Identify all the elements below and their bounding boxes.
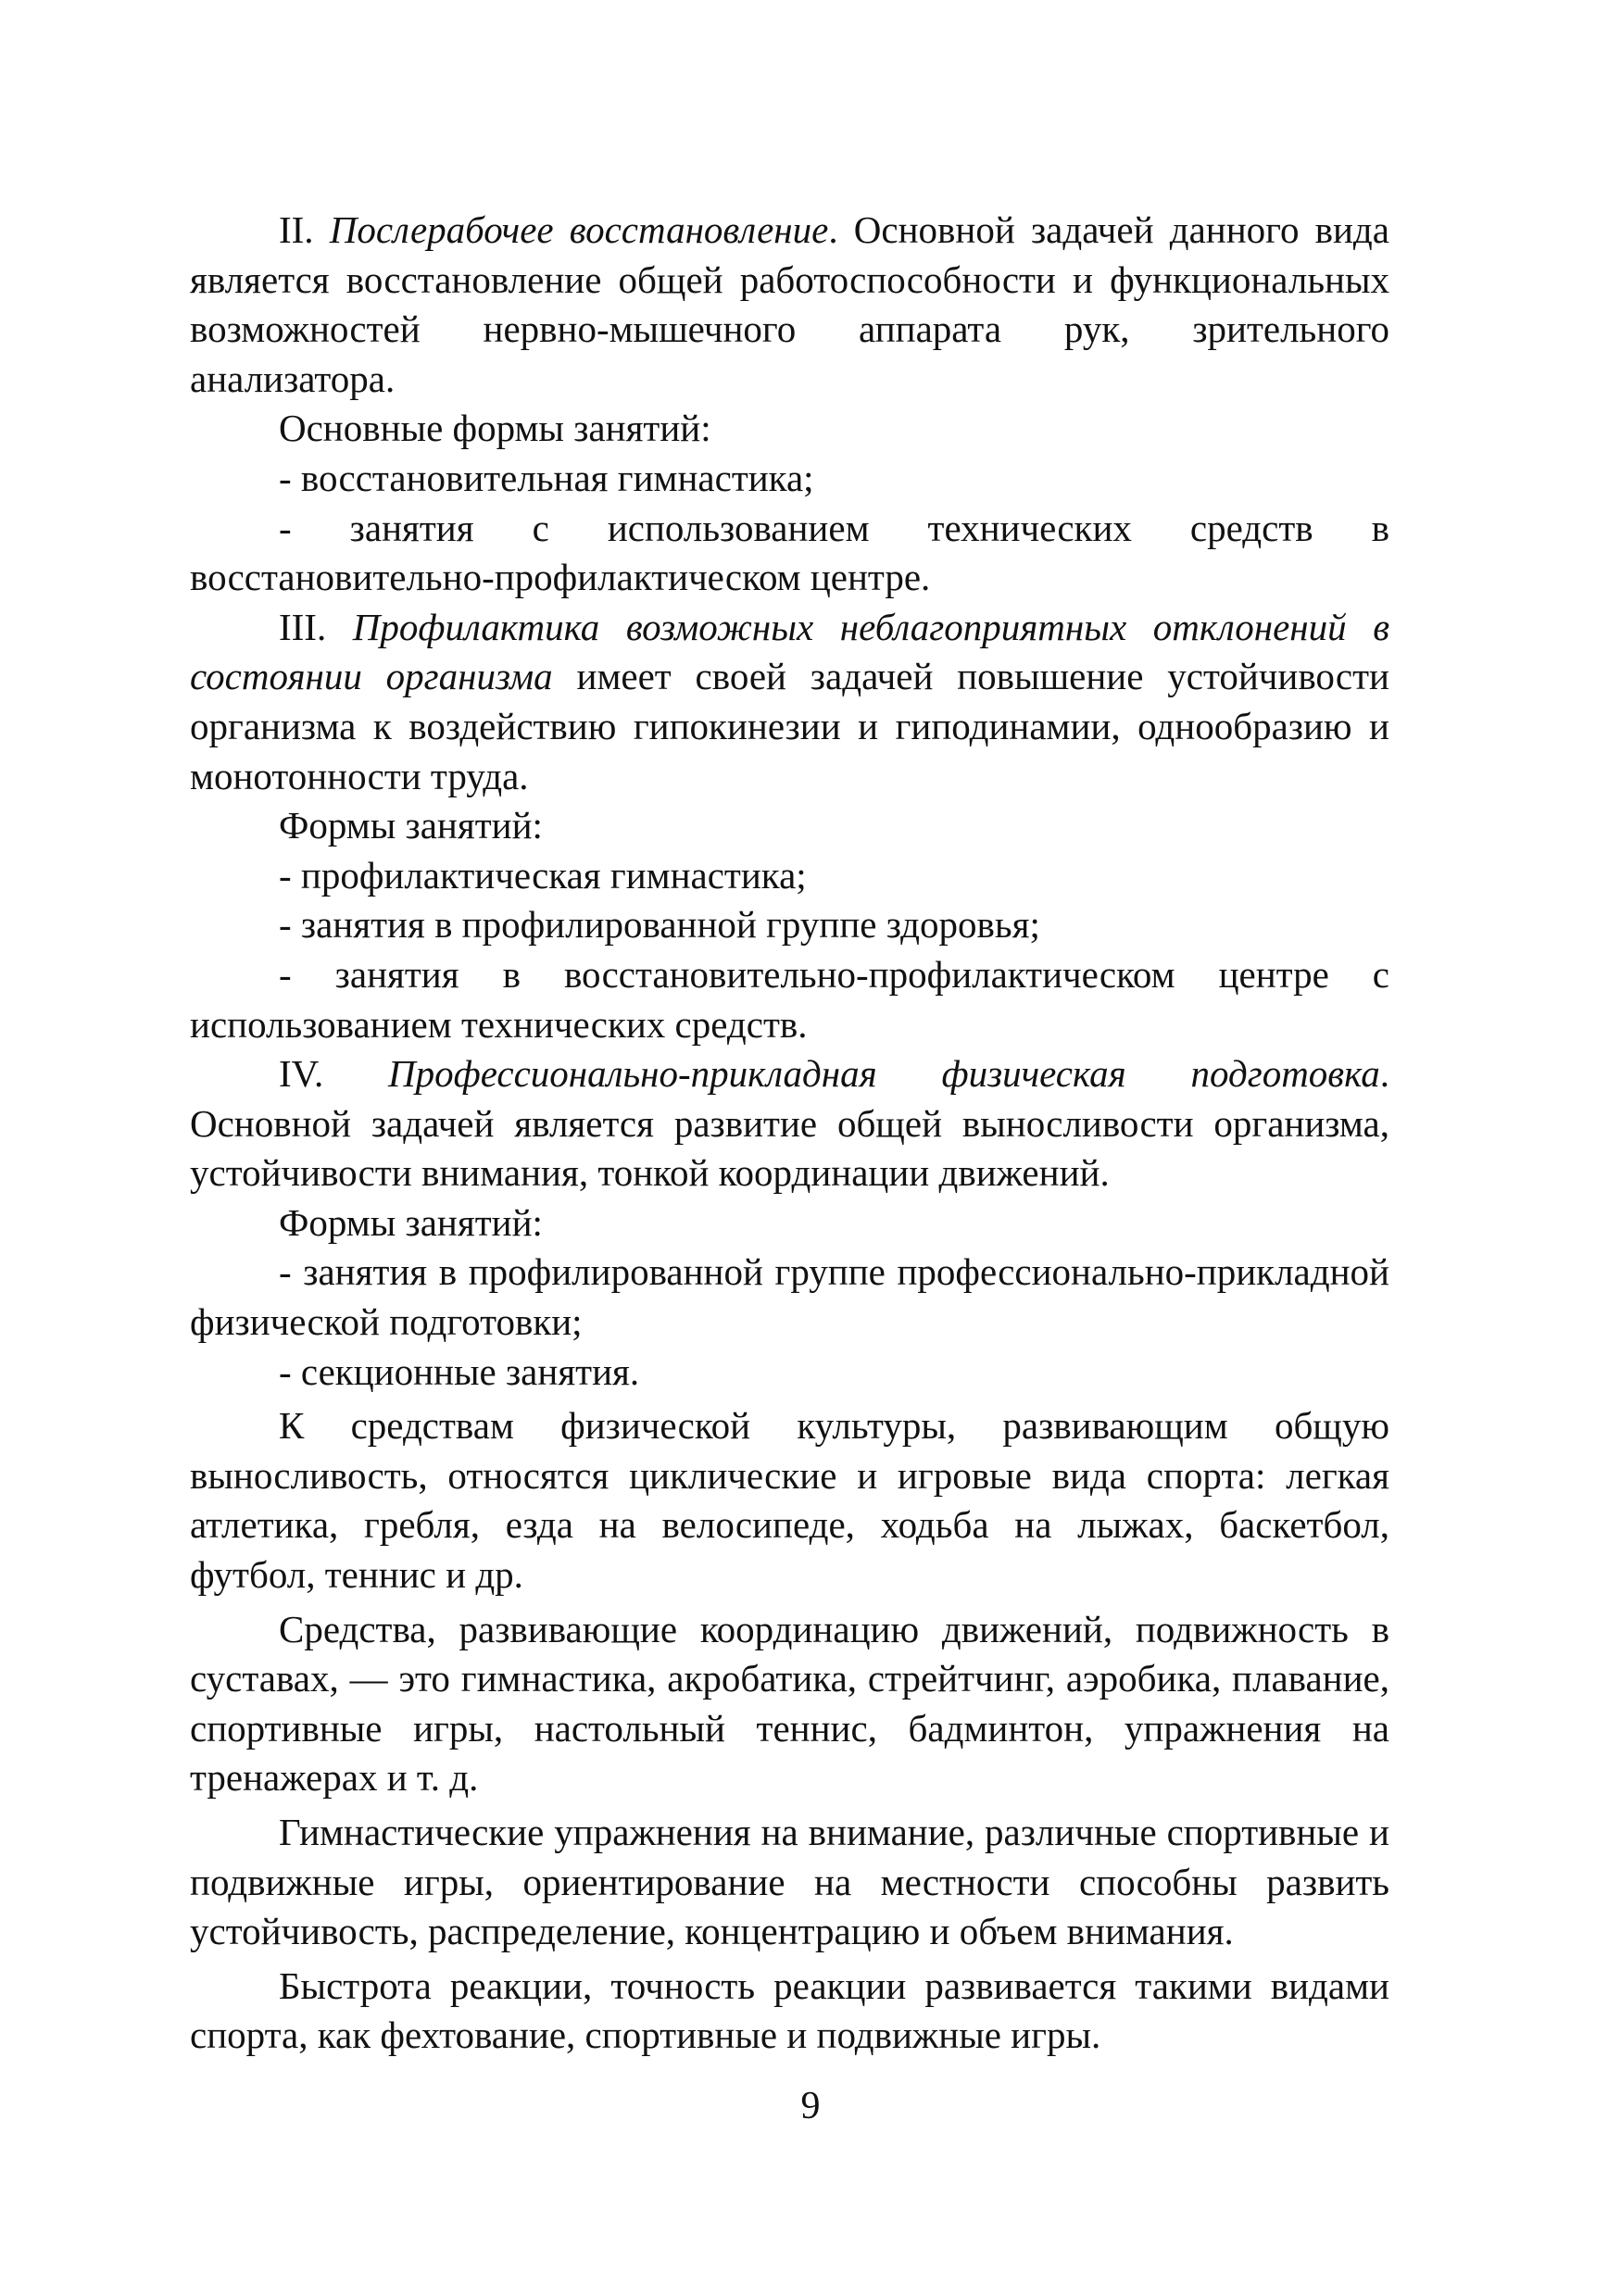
page-number: 9	[800, 2085, 821, 2127]
section-iv-form-item: - секционные занятия.	[279, 1349, 640, 1393]
body-paragraph-endurance: К средствам физической культуры, развивающим общую выносливость, относятся циклические и игровые вида спорта: легкая атлетика, гребля, езда на велосипеде, ходьба на лыжах, баскетбол, футбол, теннис и др.	[190, 1404, 1389, 1597]
section-ii-numeral: II.	[279, 208, 314, 251]
section-iii-forms-heading: Формы занятий:	[279, 804, 543, 847]
section-ii-body: . Основной задачей данного вида является восстановление общей работоспособности и функциональных возможностей нервно-мышечного аппарата рук, зрительного анализатора.	[190, 208, 1389, 400]
section-iv-body: . Основной задачей является развитие общей выносливости организма, устойчивости внимания, тонкой координации движений.	[190, 1052, 1390, 1195]
section-iii-paragraph	[190, 603, 1389, 801]
body-paragraph-coordination: Средства, развивающие координацию движений, подвижность в суставах, — это гимнастика, акробатика, стрейтчинг, аэробика, плавание, спортивные игры, настольный теннис, бадминтон, упражнения на тренажерах и т. д.	[190, 1607, 1389, 1800]
section-ii-form-item: - восстановительная гимнастика;	[279, 456, 814, 499]
section-iii-numeral: III.	[279, 605, 327, 648]
section-iv-paragraph	[190, 1049, 1389, 1198]
section-iv-form-item: - занятия в профилированной группе профессионально-прикладной физической подготовки;	[190, 1250, 1389, 1344]
body-paragraph-reaction: Быстрота реакции, точность реакции развивается такими видами спорта, как фехтование, спортивные и подвижные игры.	[190, 1964, 1389, 2057]
section-ii-title: Послерабочее восстановление	[329, 208, 829, 251]
section-iii-form-item: - занятия в профилированной группе здоровья;	[279, 903, 1040, 947]
section-ii-forms-heading: Основные формы занятий:	[279, 407, 711, 450]
section-iv-title: Профессионально-прикладная физическая подготовка	[388, 1052, 1380, 1096]
section-iii-form-item: - профилактическая гимнастика;	[279, 853, 807, 897]
section-iii-title: Профилактика возможных неблагоприятных отклонений в состоянии организма	[190, 605, 1389, 698]
section-iv-forms-heading: Формы занятий:	[279, 1200, 543, 1244]
section-ii-form-item: - занятия с использованием технических средств в восстановительно-профилактическом центре.	[190, 506, 1389, 599]
body-paragraph-attention: Гимнастические упражнения на внимание, различные спортивные и подвижные игры, ориентирование на местности способны развить устойчивость, распределение, концентрацию и объем внимания.	[190, 1811, 1389, 1953]
page-body	[190, 206, 1389, 2061]
section-iv-numeral: IV.	[279, 1052, 324, 1096]
section-iii-form-item: - занятия в восстановительно-профилактическом центре с использованием технических средств.	[190, 952, 1389, 1046]
section-ii-paragraph	[190, 206, 1389, 404]
section-iii-body: имеет своей задачей повышение устойчивости организма к воздействию гипокинезии и гиподинамии, однообразию и монотонности труда.	[190, 655, 1389, 797]
